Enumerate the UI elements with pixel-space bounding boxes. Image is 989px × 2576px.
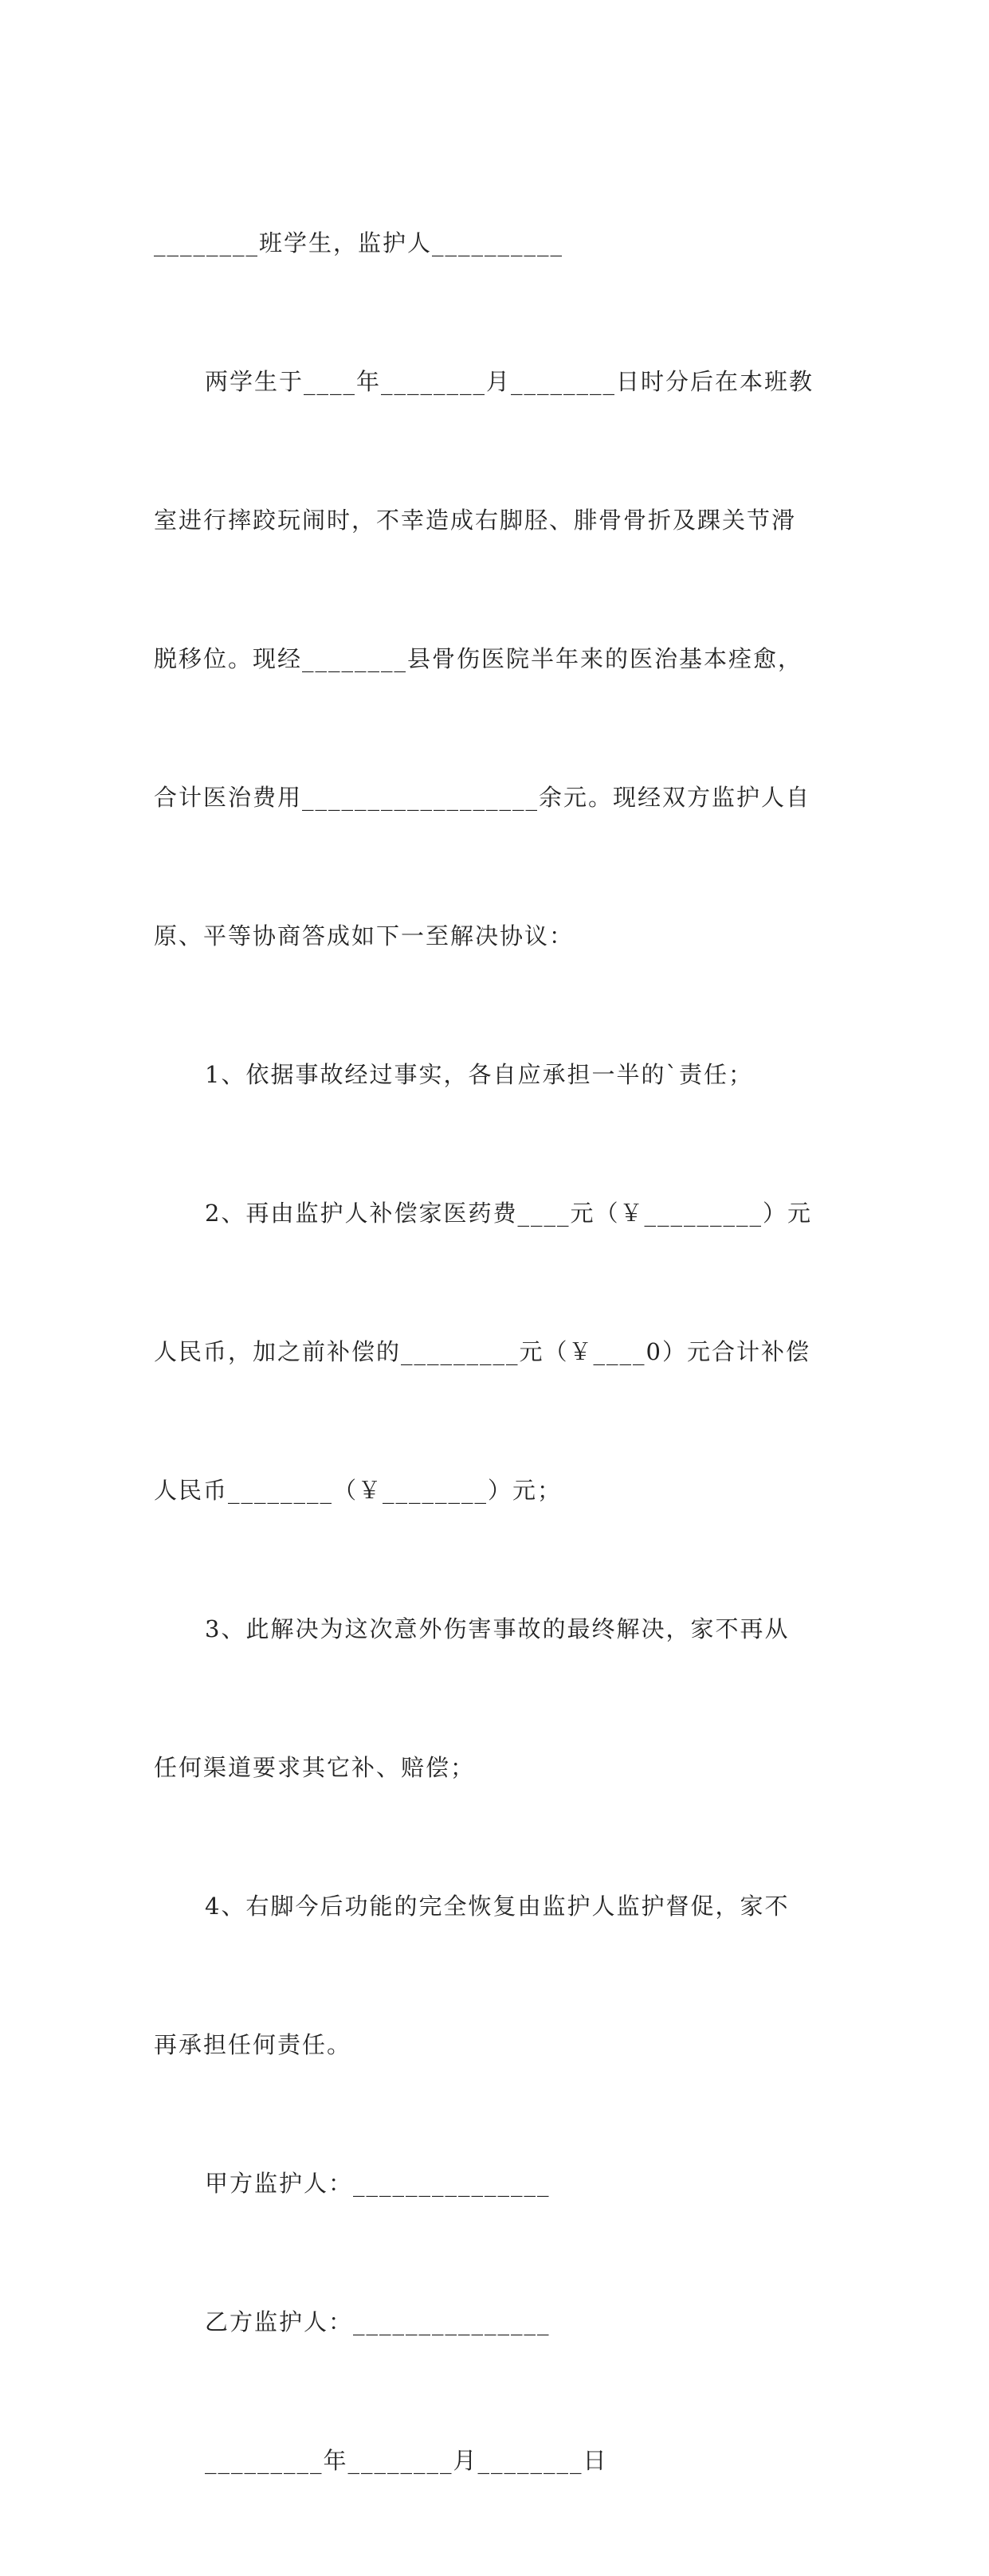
line-incident-detail: 室进行摔跤玩闹时，不幸造成右脚胫、腓骨骨折及踝关节滑: [154, 507, 797, 534]
party-b-signature: 乙方监护人：_______________: [205, 2308, 551, 2335]
line-hospital: 脱移位。现经________县骨伤医院半年来的医治基本痊愈，: [154, 645, 803, 672]
agreement-body: [154, 127, 839, 2576]
clause-4: 4、右脚今后功能的完全恢复由监护人监护督促，家不: [205, 1893, 790, 1920]
line-incident-date: 两学生于____年________月________日时分后在本班教: [205, 368, 814, 395]
clause-2: 2、再由监护人补偿家医药费____元（￥_________）元: [205, 1200, 812, 1227]
clause-1: 1、依据事故经过事实，各自应承担一半的`责任；: [205, 1061, 753, 1088]
clause-2-cont-1: 人民币，加之前补偿的_________元（￥____0）元合计补偿: [154, 1338, 810, 1365]
clause-2-cont-2: 人民币________（￥________）元；: [154, 1477, 563, 1504]
party-a-signature: 甲方监护人：_______________: [205, 2170, 551, 2197]
clause-4-cont: 再承担任何责任。: [154, 2031, 352, 2058]
clause-3-cont: 任何渠道要求其它补、赔偿；: [154, 1754, 476, 1781]
signing-date: _________年________月________日: [205, 2447, 608, 2474]
line-medical-cost: 合计医治费用__________________余元。现经双方监护人自: [154, 784, 811, 811]
line-agreement-intro: 原、平等协商答成如下一至解决协议：: [154, 922, 575, 949]
line-class-guardian: ________班学生，监护人__________: [154, 229, 564, 256]
clause-3: 3、此解决为这次意外伤害事故的最终解决，家不再从: [205, 1615, 790, 1642]
